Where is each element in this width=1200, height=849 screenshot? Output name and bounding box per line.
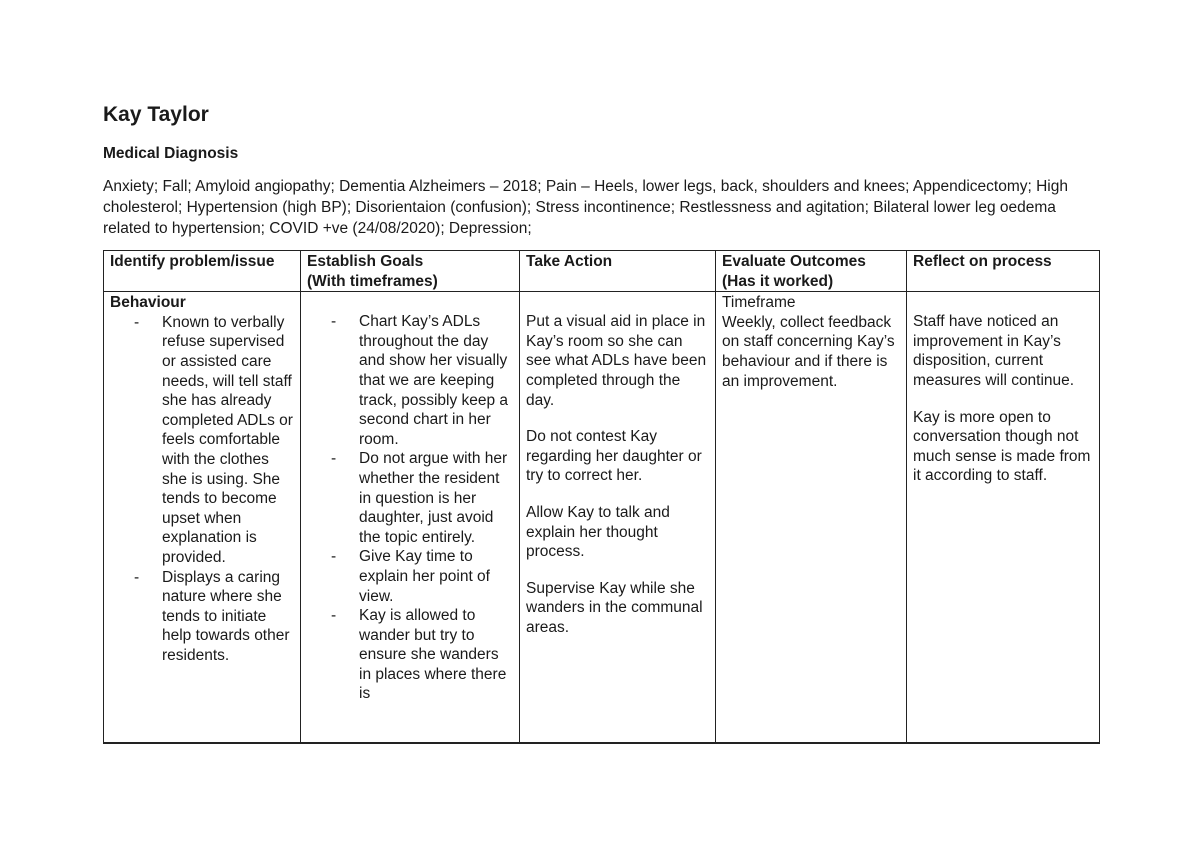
header-subline: (With timeframes) bbox=[307, 272, 438, 290]
dash-bullet: - bbox=[331, 313, 337, 331]
problem-heading: Behaviour bbox=[110, 294, 186, 312]
medical-diagnosis-heading: Medical Diagnosis bbox=[103, 145, 239, 162]
reflect-spacer bbox=[913, 293, 1093, 312]
list-item bbox=[307, 606, 513, 704]
goals-list bbox=[307, 312, 513, 704]
actions-cell bbox=[520, 292, 716, 744]
header-line: Take Action bbox=[526, 253, 613, 270]
action-paragraph: Put a visual aid in place in Kay’s room so she can see what ADLs have been completed through the day. bbox=[526, 313, 707, 409]
header-identify-problem bbox=[104, 251, 301, 292]
actions-spacer bbox=[526, 293, 709, 312]
goal-item-text: Do not argue with her whether the resident in question is her daughter, just avoid the topic entirely. bbox=[359, 450, 508, 546]
header-line: Evaluate Outcomes bbox=[722, 253, 866, 270]
header-subline: (Has it worked) bbox=[722, 272, 834, 290]
list-item bbox=[307, 449, 513, 547]
header-reflect-process bbox=[907, 251, 1100, 292]
reflect-cell bbox=[907, 292, 1100, 744]
goals-cell bbox=[301, 292, 520, 744]
problem-item-text: Known to verbally refuse supervised or assisted care needs, will tell staff she has already completed ADLs or feels comfortable with the clothes she is using. She tends to become upset when explanation is provided. bbox=[162, 313, 293, 566]
header-line: Establish Goals bbox=[307, 253, 424, 270]
dash-bullet: - bbox=[331, 548, 337, 566]
care-plan-table bbox=[103, 250, 1100, 744]
dash-bullet: - bbox=[331, 450, 337, 468]
goal-item-text: Chart Kay’s ADLs throughout the day and show her visually that we are keeping track, possibly keep a second chart in her room. bbox=[359, 313, 509, 448]
dash-bullet: - bbox=[134, 568, 140, 586]
reflect-paragraph: Staff have noticed an improvement in Kay’s disposition, current measures will continue. bbox=[913, 313, 1075, 389]
list-item bbox=[307, 547, 513, 606]
problem-list bbox=[110, 313, 294, 666]
header-line: Identify problem/issue bbox=[110, 253, 275, 270]
header-evaluate-outcomes bbox=[716, 251, 907, 292]
dash-bullet: - bbox=[134, 313, 140, 331]
goal-item-text: Give Kay time to explain her point of view. bbox=[359, 548, 490, 605]
goal-item-text: Kay is allowed to wander but try to ensure she wanders in places where there is bbox=[359, 607, 507, 703]
problem-item-text: Displays a caring nature where she tends to initiate help towards other residents. bbox=[162, 568, 290, 664]
reflect-paragraph: Kay is more open to conversation though not much sense is made from it according to staff. bbox=[913, 408, 1091, 485]
medical-diagnosis-text: Anxiety; Fall; Amyloid angiopathy; Dementia Alzheimers – 2018; Pain – Heels, lower legs, back, shoulders and knees; Appendicectomy; High cholesterol; Hypertension (high BP); Disorientaion (confusion); Stress incontinence; Restlessness and agitation; Bilateral lower leg oedema related to hypertension; COVID +ve (24/08/2020); Depression; bbox=[103, 178, 1068, 237]
evaluate-cell bbox=[716, 292, 907, 744]
goals-clip bbox=[307, 312, 513, 741]
evaluate-text: Weekly, collect feedback on staff concerning Kay’s behaviour and if there is an improvement. bbox=[722, 313, 895, 390]
table-header-row bbox=[104, 251, 1100, 292]
action-paragraph: Supervise Kay while she wanders in the communal areas. bbox=[526, 579, 703, 636]
problem-cell bbox=[104, 292, 301, 744]
goals-spacer bbox=[307, 293, 513, 312]
patient-name-title: Kay Taylor bbox=[103, 103, 209, 126]
action-paragraph: Allow Kay to talk and explain her thought process. bbox=[526, 503, 670, 561]
action-paragraph: Do not contest Kay regarding her daughter or try to correct her. bbox=[526, 428, 702, 485]
list-item bbox=[110, 568, 294, 666]
header-establish-goals bbox=[301, 251, 520, 292]
list-item bbox=[110, 313, 294, 568]
table-row bbox=[104, 292, 1100, 744]
list-item bbox=[307, 312, 513, 449]
dash-bullet: - bbox=[331, 607, 337, 625]
header-take-action bbox=[520, 251, 716, 292]
evaluate-timeframe-label: Timeframe bbox=[722, 294, 796, 312]
header-line: Reflect on process bbox=[913, 253, 1052, 270]
